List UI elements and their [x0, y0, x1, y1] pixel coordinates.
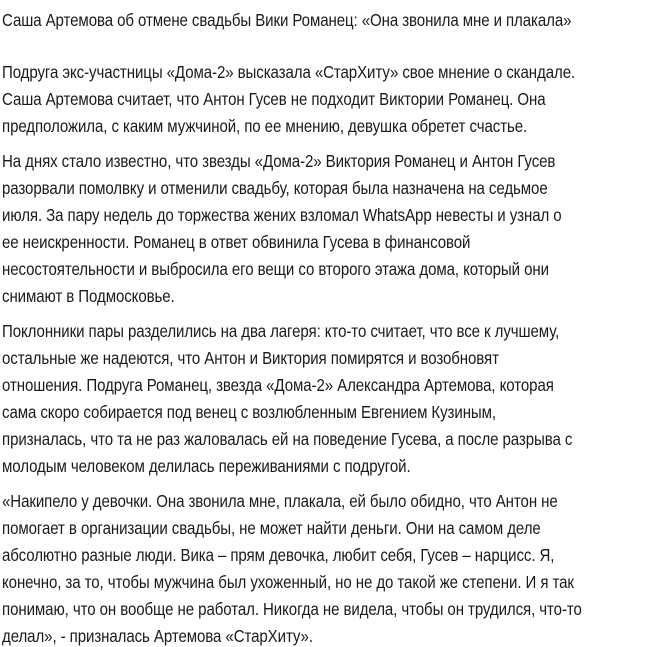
paragraph-line: предположила, с каким мужчиной, по ее мнению, девушка обретет счастье.	[2, 116, 528, 136]
paragraph-line: снимают в Подмосковье.	[2, 286, 175, 306]
paragraph-line: Подруга экс-участницы «Дома-2» высказала «СтарХиту» свое мнение о скандале.	[2, 62, 576, 82]
paragraph-line: «Накипело у девочки. Она звонила мне, плакала, ей было обидно, что Антон не	[2, 491, 558, 511]
paragraph-line: разорвали помолвку и отменили свадьбу, которая была назначена на седьмое	[2, 178, 548, 198]
paragraph-line: сама скоро собирается под венец с возлюбленным Евгением Кузиным,	[2, 402, 497, 422]
paragraph-line: конечно, за то, чтобы мужчина был ухоженный, но не до такой же степени. И я так	[2, 572, 574, 592]
paragraph-line: отношения. Подруга Романец, звезда «Дома-2» Александра Артемова, которая	[2, 375, 554, 395]
paragraph-line: молодым человеком делилась переживаниями с подругой.	[2, 456, 411, 476]
paragraph-line: абсолютно разные люди. Вика – прям девочка, любит себя, Гусев – нарцисс. Я,	[2, 545, 555, 565]
paragraph-line: понимаю, что он вообще не работал. Никогда не видела, чтобы он трудился, что-то	[2, 599, 582, 619]
paragraph-line: несостоятельности и выбросила его вещи со второго этажа дома, который они	[2, 259, 549, 279]
paragraph-line: июля. За пару недель до торжества жених взломал WhatsApp невесты и узнал о	[2, 205, 562, 225]
paragraph-line: ее неискренности. Романец в ответ обвинила Гусева в финансовой	[2, 232, 471, 252]
article-title: Саша Артемова об отмене свадьбы Вики Романец: «Она звонила мне и плакала»	[2, 10, 572, 30]
paragraph-line: призналась, что та не раз жаловалась ей на поведение Гусева, а после разрыва с	[2, 429, 573, 449]
paragraph-line: помогает в организации свадьбы, не может найти деньги. Они на самом деле	[2, 518, 541, 538]
paragraph-line: На днях стало известно, что звезды «Дома-2» Виктория Романец и Антон Гусев	[2, 151, 556, 171]
paragraph-line: делал», - призналась Артемова «СтарХиту».	[2, 626, 313, 646]
paragraph-line: остальные же надеются, что Антон и Виктория помирятся и возобновят	[2, 348, 499, 368]
paragraph-line: Поклонники пары разделились на два лагеря: кто-то считает, что все к лучшему,	[2, 321, 560, 341]
paragraph-line: Саша Артемова считает, что Антон Гусев не подходит Виктории Романец. Она	[2, 89, 546, 109]
